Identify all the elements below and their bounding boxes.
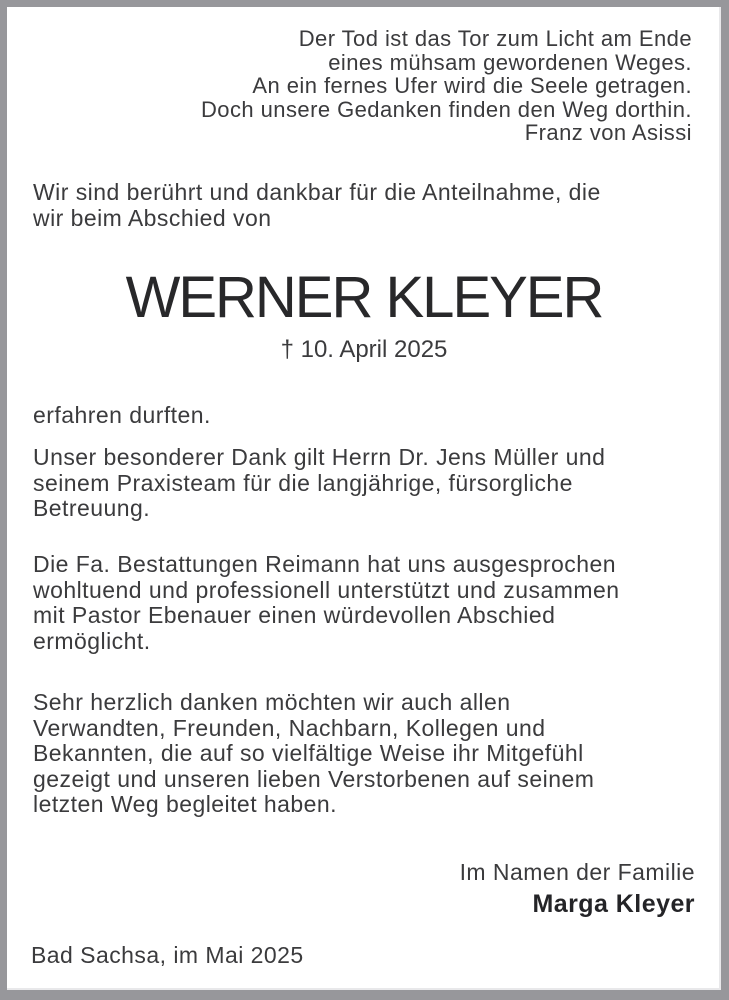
place-dateline: Bad Sachsa, im Mai 2025 <box>31 942 304 968</box>
thanks-doctor-paragraph <box>33 445 605 522</box>
thanks-doctor-line: Betreuung. <box>33 495 151 521</box>
thanks-everyone-line: Bekannten, die auf so vielfältige Weise ihr Mitgefühl <box>33 740 584 766</box>
thanks-funeral-paragraph <box>33 552 619 654</box>
thanks-doctor-line: seinem Praxisteam für die langjährige, fürsorgliche <box>33 469 573 496</box>
intro-line: wir beim Abschied von <box>33 204 272 231</box>
in-name-of-family: Im Namen der Familie <box>459 859 695 885</box>
thanks-doctor-line: Unser besonderer Dank gilt Herrn Dr. Jens Müller und <box>33 444 606 470</box>
thanks-funeral-line: ermöglicht. <box>33 627 151 654</box>
thanks-everyone-line: Sehr herzlich danken möchten wir auch allen <box>33 689 511 715</box>
intro-paragraph <box>33 180 601 231</box>
thanks-funeral-line: wohltuend und professionell unterstützt und zusammen <box>33 576 620 603</box>
closing-block <box>460 860 695 919</box>
verse-attribution: Franz von Asissi <box>524 120 692 145</box>
after-name-line: erfahren durften. <box>33 402 211 428</box>
thanks-funeral-line: Die Fa. Bestattungen Reimann hat uns ausgesprochen <box>33 551 617 577</box>
verse-line: Doch unsere Gedanken finden den Weg dorthin. <box>200 96 692 122</box>
deceased-name: WERNER KLEYER <box>125 265 603 330</box>
intro-line: Wir sind berührt und dankbar für die Anteilnahme, die <box>33 179 601 205</box>
thanks-funeral-line: mit Pastor Ebenauer einen würdevollen Abschied <box>33 602 556 628</box>
verse-line: An ein fernes Ufer wird die Seele getragen. <box>252 73 692 98</box>
verse-line: Der Tod ist das Tor zum Licht am Ende <box>298 26 692 51</box>
notice-sheet <box>7 7 721 990</box>
thanks-everyone-line: gezeigt und unseren lieben Verstorbenen auf seinem <box>33 765 595 792</box>
thanks-everyone-line: Verwandten, Freunden, Nachbarn, Kollegen und <box>33 714 546 741</box>
death-date: † 10. April 2025 <box>280 336 448 363</box>
family-signature: Marga Kleyer <box>532 889 695 918</box>
verse-line: eines mühsam gewordenen Weges. <box>328 49 692 75</box>
opening-verse <box>201 27 692 145</box>
thanks-everyone-line: letzten Weg begleitet haben. <box>33 791 337 817</box>
thanks-everyone-paragraph <box>33 690 594 818</box>
